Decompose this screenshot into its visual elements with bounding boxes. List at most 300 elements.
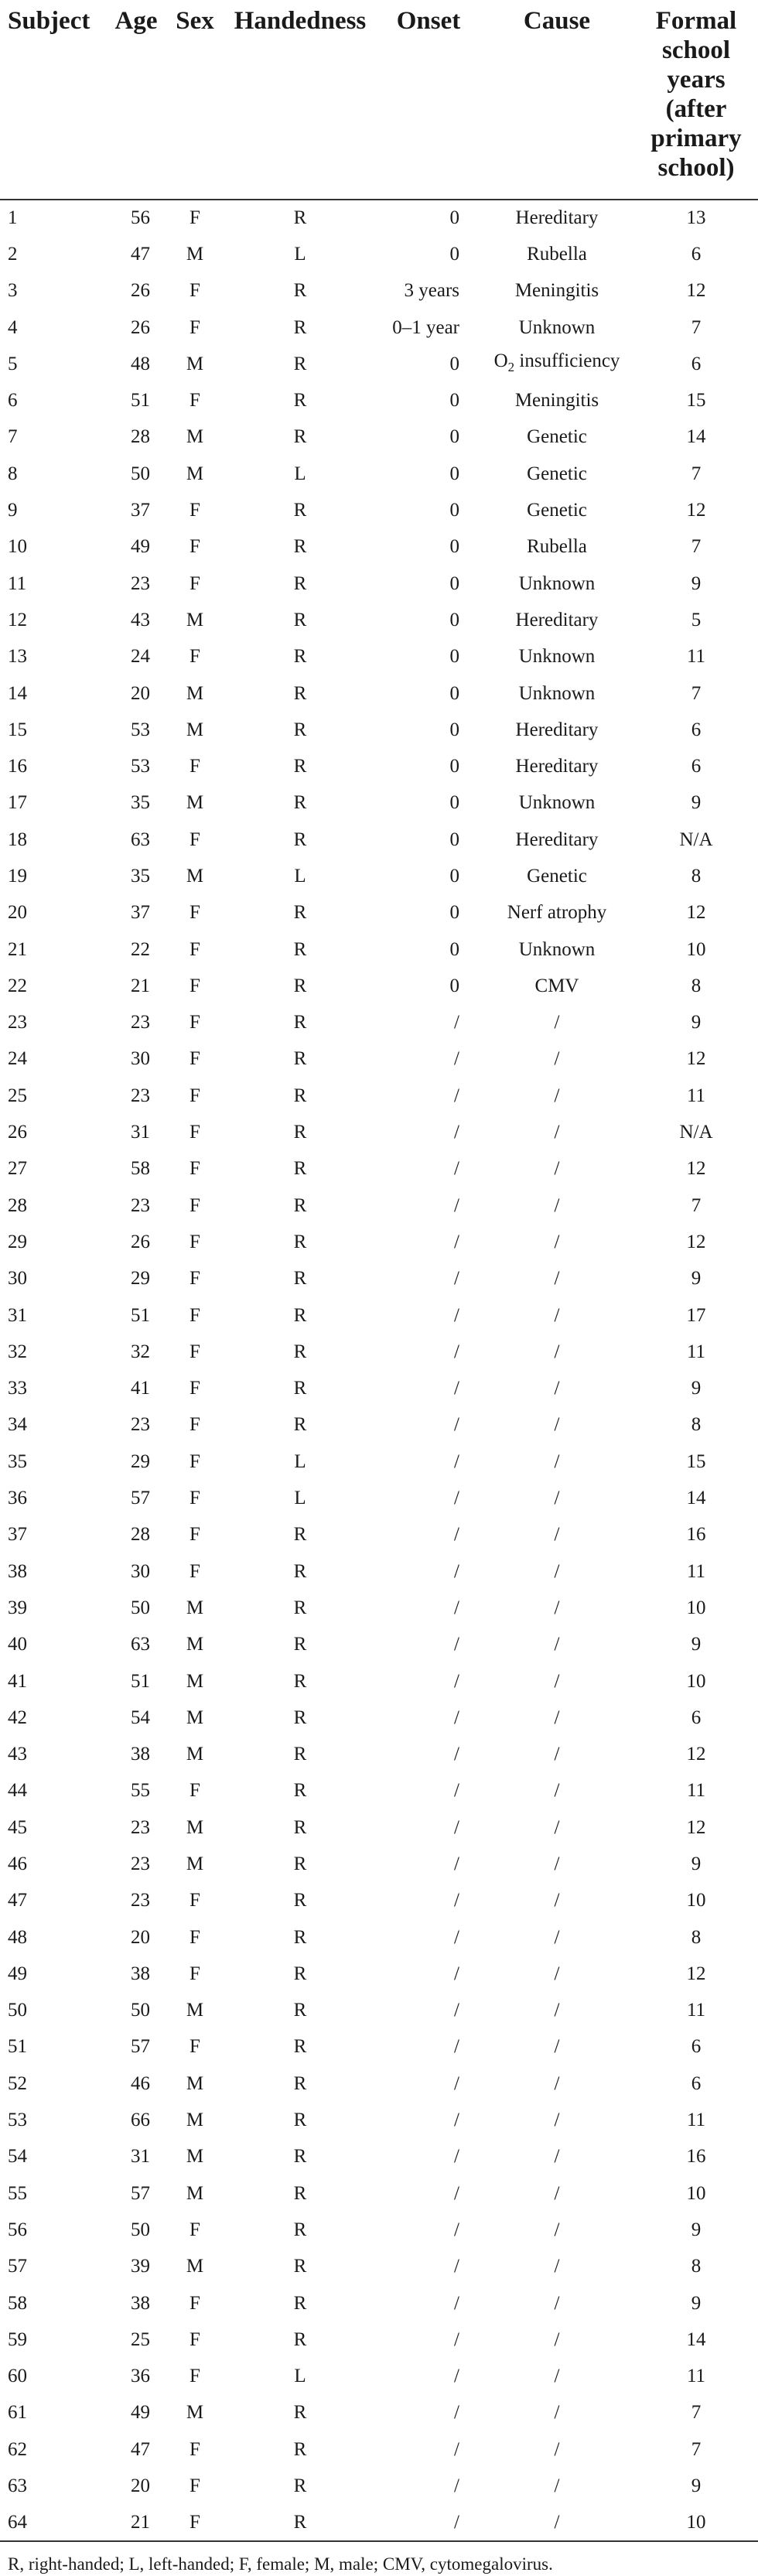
- cell-subject: 28: [8, 1194, 27, 1216]
- cell-school: 10: [634, 2505, 758, 2541]
- cell-onset: 0: [449, 243, 459, 265]
- cell-onset: /: [454, 2256, 459, 2277]
- cell-sex: F: [190, 2366, 200, 2387]
- cell-subject: 41: [8, 1670, 27, 1692]
- table-row: [0, 200, 758, 236]
- cell-school: 15: [686, 1450, 706, 1472]
- cell-age: 35: [131, 865, 150, 887]
- cell-cause: /: [554, 2146, 560, 2168]
- cell-school: 9: [691, 2475, 702, 2497]
- cell-sex: M: [186, 1634, 204, 1655]
- cell-subject: 47: [8, 1890, 27, 1912]
- cell-handedness: R: [293, 1524, 307, 1546]
- cell-cause: /: [554, 1194, 560, 1216]
- cell-onset: /: [454, 1780, 459, 1802]
- cell-cause: /: [554, 1488, 560, 1509]
- cell-cause: Unknown: [518, 316, 596, 338]
- cell-onset: /: [454, 1012, 459, 1033]
- table-footnote: R, right-handed; L, left-handed; F, female; M, male; CMV, cytomegalovirus.: [8, 2554, 553, 2574]
- cell-sex: F: [190, 2292, 200, 2314]
- cell-sex: F: [190, 756, 200, 777]
- cell-subject: 1: [8, 207, 18, 229]
- cell-age: 23: [131, 1194, 150, 1216]
- table-row: [0, 2395, 758, 2431]
- cell-cause: /: [554, 2292, 560, 2314]
- cell-handedness: R: [293, 646, 307, 668]
- cell-cause: Hereditary: [515, 756, 599, 777]
- cell-cause: /: [554, 2328, 560, 2350]
- table-row: [0, 1956, 758, 1992]
- cell-sex: F: [190, 2036, 200, 2058]
- table-row: [0, 2505, 758, 2541]
- cell-sex: F: [190, 1414, 200, 1436]
- table-row: [0, 1443, 758, 1480]
- cell-onset: 0: [449, 938, 459, 960]
- cell-age: 22: [131, 938, 150, 960]
- cell-sex: F: [190, 975, 200, 996]
- cell-subject: 57: [8, 2256, 27, 2277]
- cell-cause: /: [554, 1926, 560, 1948]
- cell-age: 23: [131, 1414, 150, 1436]
- table-body: [0, 200, 758, 2541]
- cell-subject: 43: [8, 1744, 27, 1765]
- cell-subject: 59: [8, 2328, 27, 2350]
- column-header-onset: Onset: [396, 7, 461, 35]
- table-row: [0, 2175, 758, 2212]
- cell-onset: 0–1 year: [392, 316, 459, 338]
- cell-school: 10: [686, 1890, 706, 1912]
- cell-cause: /: [554, 2219, 560, 2240]
- cell-school: 9: [691, 2219, 702, 2240]
- table-row: [0, 1700, 758, 1736]
- cell-onset: /: [454, 1341, 459, 1362]
- cell-handedness: R: [293, 682, 307, 704]
- cell-cause: /: [554, 1341, 560, 1362]
- cell-onset: /: [454, 2219, 459, 2240]
- cell-age: 23: [131, 572, 150, 594]
- cell-sex: M: [186, 426, 204, 448]
- cell-subject: 48: [8, 1926, 27, 1948]
- cell-cause: Nerf atrophy: [507, 902, 607, 924]
- cell-cause: /: [480, 2505, 634, 2541]
- cell-age: 23: [131, 1816, 150, 1838]
- cell-cause: Unknown: [518, 682, 596, 704]
- cell-school: 9: [691, 2292, 702, 2314]
- cell-cause: /: [554, 1048, 560, 1070]
- cell-sex: F: [190, 1450, 200, 1472]
- cell-school: 12: [686, 902, 706, 924]
- cell-onset: 0: [449, 682, 459, 704]
- cell-school: 8: [691, 975, 702, 996]
- cell-onset: 0: [449, 426, 459, 448]
- table-row: [0, 1736, 758, 1772]
- cell-handedness: R: [293, 1341, 307, 1362]
- cell-handedness: R: [293, 1853, 307, 1874]
- cell-sex: F: [190, 1378, 200, 1399]
- table-row: [0, 822, 758, 858]
- cell-cause: /: [554, 1597, 560, 1618]
- cell-subject: 55: [8, 2182, 27, 2204]
- cell-onset: /: [454, 1926, 459, 1948]
- table-row: [0, 1993, 758, 2029]
- cell-sex: F: [190, 1048, 200, 1070]
- cell-handedness: L: [294, 865, 306, 887]
- table-row: [0, 1553, 758, 1590]
- cell-cause: /: [554, 1890, 560, 1912]
- cell-age: 48: [131, 353, 150, 374]
- table-row: [0, 1187, 758, 1224]
- table-row: [0, 1371, 758, 1407]
- cell-cause: Hereditary: [515, 207, 599, 229]
- cell-school: 12: [686, 1048, 706, 1070]
- cell-onset: /: [454, 2182, 459, 2204]
- table-row: [0, 1663, 758, 1700]
- cell-handedness: R: [293, 1963, 307, 1984]
- table-row: [0, 1334, 758, 1370]
- table-row: [0, 602, 758, 638]
- cell-sex: M: [186, 2000, 204, 2021]
- cell-handedness: R: [293, 1597, 307, 1618]
- cell-sex: F: [190, 1780, 200, 1802]
- cell-school: 6: [691, 2036, 702, 2058]
- cell-handedness: R: [293, 1744, 307, 1765]
- cell-handedness: R: [293, 2219, 307, 2240]
- table-row: [0, 1078, 758, 1114]
- cell-handedness: R: [293, 756, 307, 777]
- cell-subject: 39: [8, 1597, 27, 1618]
- cell-sex: F: [190, 500, 200, 521]
- cell-age: 36: [131, 2366, 150, 2387]
- cell-cause: /: [554, 1853, 560, 1874]
- cell-cause: Rubella: [527, 536, 587, 558]
- cell-sex: M: [186, 1744, 204, 1765]
- table-row: [0, 1809, 758, 1846]
- cell-subject: 51: [8, 2036, 27, 2058]
- table-row: [0, 895, 758, 931]
- cell-age: 26: [131, 280, 150, 302]
- table-row: [0, 492, 758, 528]
- cell-subject: 64: [0, 2505, 105, 2541]
- cell-age: 51: [131, 390, 150, 412]
- cell-onset: 0: [449, 902, 459, 924]
- table-row: [0, 2249, 758, 2285]
- table-row: [0, 382, 758, 419]
- cell-sex: M: [186, 609, 204, 630]
- table-row: [0, 1261, 758, 1297]
- cell-sex: F: [190, 646, 200, 668]
- cell-subject: 52: [8, 2072, 27, 2094]
- cell-onset: /: [377, 2505, 480, 2541]
- cell-school: N/A: [679, 1122, 713, 1143]
- cell-cause: Genetic: [527, 500, 587, 521]
- cell-subject: 23: [8, 1012, 27, 1033]
- cell-subject: 31: [8, 1304, 27, 1326]
- cell-sex: M: [186, 865, 204, 887]
- cell-age: 38: [131, 1963, 150, 1984]
- column-header-school-years: Formal school years (after primary school): [650, 7, 742, 182]
- cell-sex: F: [167, 2505, 223, 2541]
- cell-onset: /: [454, 1158, 459, 1180]
- cell-onset: /: [454, 1890, 459, 1912]
- cell-age: 53: [131, 756, 150, 777]
- cell-onset: /: [454, 1560, 459, 1582]
- cell-onset: /: [454, 2036, 459, 2058]
- cell-onset: /: [454, 1048, 459, 1070]
- cell-onset: 0: [449, 390, 459, 412]
- cell-handedness: R: [293, 2146, 307, 2168]
- table-row: [0, 748, 758, 784]
- cell-subject: 40: [8, 1634, 27, 1655]
- cell-sex: F: [190, 1122, 200, 1143]
- cell-cause: /: [554, 2036, 560, 2058]
- table-row: [0, 2321, 758, 2358]
- cell-subject: 29: [8, 1231, 27, 1252]
- cell-age: 38: [131, 1744, 150, 1765]
- cell-handedness: R: [293, 938, 307, 960]
- cell-cause: Genetic: [527, 426, 587, 448]
- cell-subject: 19: [8, 865, 27, 887]
- cell-sex: M: [186, 1816, 204, 1838]
- cell-age: 50: [131, 1597, 150, 1618]
- cell-subject: 4: [8, 316, 18, 338]
- cell-subject: 50: [8, 2000, 27, 2021]
- cell-sex: F: [190, 2475, 200, 2497]
- cell-sex: F: [190, 2219, 200, 2240]
- cell-cause: Unknown: [518, 572, 596, 594]
- cell-cause: /: [554, 1268, 560, 1290]
- table-row: [0, 2139, 758, 2175]
- cell-cause: /: [554, 1670, 560, 1692]
- cell-cause: /: [554, 2366, 560, 2387]
- cell-cause: Genetic: [527, 865, 587, 887]
- cell-onset: /: [454, 1853, 459, 1874]
- cell-handedness: L: [294, 1488, 306, 1509]
- cell-age: 31: [131, 2146, 150, 2168]
- cell-sex: M: [186, 2256, 204, 2277]
- cell-sex: M: [186, 792, 204, 814]
- table-row: [0, 1846, 758, 1882]
- cell-handedness: R: [293, 2402, 307, 2424]
- cell-school: 17: [686, 1304, 706, 1326]
- cell-school: 7: [691, 2402, 702, 2424]
- cell-onset: /: [454, 1268, 459, 1290]
- cell-handedness: L: [294, 2366, 306, 2387]
- table-row: [0, 1480, 758, 1516]
- cell-cause: /: [554, 1158, 560, 1180]
- cell-sex: M: [186, 243, 204, 265]
- cell-onset: /: [454, 1231, 459, 1252]
- cell-cause: /: [554, 1707, 560, 1728]
- cell-onset: 0: [449, 536, 459, 558]
- cell-subject: 46: [8, 1853, 27, 1874]
- table-row: [0, 565, 758, 602]
- table-row: [0, 529, 758, 565]
- cell-sex: F: [190, 2438, 200, 2460]
- cell-onset: /: [454, 1634, 459, 1655]
- cell-onset: /: [454, 1707, 459, 1728]
- cell-age: 56: [131, 207, 150, 229]
- cell-age: 43: [131, 609, 150, 630]
- cell-handedness: R: [293, 902, 307, 924]
- cell-cause: /: [554, 2182, 560, 2204]
- cell-handedness: R: [293, 2438, 307, 2460]
- cell-age: 39: [131, 2256, 150, 2277]
- cell-handedness: R: [293, 1085, 307, 1106]
- cell-subject: 26: [8, 1122, 27, 1143]
- cell-cause: /: [554, 1744, 560, 1765]
- cell-cause: /: [554, 2475, 560, 2497]
- cell-school: 10: [686, 1597, 706, 1618]
- table-row: [0, 1114, 758, 1150]
- cell-cause: /: [554, 1085, 560, 1106]
- cell-school: 6: [691, 719, 702, 740]
- cell-sex: M: [186, 1853, 204, 1874]
- table-row: [0, 2431, 758, 2468]
- cell-school: 11: [686, 2110, 706, 2131]
- column-header-handedness: Handedness: [234, 7, 367, 35]
- cell-sex: M: [186, 1670, 204, 1692]
- cell-subject: 61: [8, 2402, 27, 2424]
- cell-onset: 0: [449, 353, 459, 374]
- cell-age: 47: [131, 243, 150, 265]
- cell-onset: 0: [449, 646, 459, 668]
- cell-school: 8: [691, 865, 702, 887]
- cell-handedness: R: [293, 353, 307, 374]
- cell-handedness: R: [293, 1560, 307, 1582]
- cell-onset: /: [454, 1085, 459, 1106]
- cell-handedness: R: [293, 1634, 307, 1655]
- cell-subject: 14: [8, 682, 27, 704]
- cell-age: 51: [131, 1670, 150, 1692]
- cell-sex: F: [190, 316, 200, 338]
- cell-age: 26: [131, 316, 150, 338]
- cell-sex: F: [190, 1341, 200, 1362]
- cell-cause: /: [554, 1122, 560, 1143]
- cell-subject: 27: [8, 1158, 27, 1180]
- cell-age: 49: [131, 536, 150, 558]
- cell-cause: /: [554, 1634, 560, 1655]
- cell-subject: 63: [8, 2475, 27, 2497]
- cell-sex: M: [186, 1707, 204, 1728]
- cell-subject: 3: [8, 280, 18, 302]
- cell-subject: 54: [8, 2146, 27, 2168]
- table-row: [0, 273, 758, 309]
- cell-onset: /: [454, 1963, 459, 1984]
- cell-school: 12: [686, 500, 706, 521]
- cell-handedness: R: [293, 316, 307, 338]
- cell-school: 11: [686, 1341, 706, 1362]
- cell-subject: 62: [8, 2438, 27, 2460]
- table-row: [0, 785, 758, 822]
- cell-subject: 7: [8, 426, 18, 448]
- table-row: [0, 931, 758, 968]
- cell-handedness: R: [293, 1890, 307, 1912]
- cell-sex: F: [190, 938, 200, 960]
- cell-age: 20: [131, 1926, 150, 1948]
- cell-onset: /: [454, 1450, 459, 1472]
- cell-cause: CMV: [534, 975, 579, 996]
- cell-subject: 38: [8, 1560, 27, 1582]
- cell-age: 28: [131, 1524, 150, 1546]
- cell-onset: /: [454, 2146, 459, 2168]
- cell-sex: F: [190, 207, 200, 229]
- cell-school: 10: [686, 938, 706, 960]
- table-row: [0, 1627, 758, 1663]
- table-row: [0, 2212, 758, 2248]
- cell-school: 6: [691, 2072, 702, 2094]
- cell-school: 11: [686, 2000, 706, 2021]
- cell-school: 14: [686, 426, 706, 448]
- cell-onset: /: [454, 1670, 459, 1692]
- cell-onset: 0: [449, 719, 459, 740]
- header-row: [0, 0, 758, 200]
- cell-onset: /: [454, 2475, 459, 2497]
- cell-handedness: R: [293, 2036, 307, 2058]
- cell-subject: 45: [8, 1816, 27, 1838]
- cell-sex: M: [186, 719, 204, 740]
- cell-school: 11: [686, 1780, 706, 1802]
- cell-handedness: R: [293, 975, 307, 996]
- cell-onset: 0: [449, 572, 459, 594]
- cell-school: 11: [686, 1085, 706, 1106]
- cell-handedness: R: [293, 828, 307, 850]
- table-row: [0, 1407, 758, 1443]
- cell-handedness: R: [293, 2182, 307, 2204]
- cell-handedness: R: [293, 426, 307, 448]
- cell-handedness: R: [293, 1122, 307, 1143]
- cell-onset: /: [454, 1378, 459, 1399]
- cell-age: 23: [131, 1853, 150, 1874]
- table-row: [0, 1297, 758, 1334]
- table-row: [0, 712, 758, 748]
- table-row: [0, 346, 758, 382]
- cell-age: 50: [131, 2000, 150, 2021]
- cell-school: 16: [686, 1524, 706, 1546]
- cell-school: 16: [686, 2146, 706, 2168]
- cell-subject: 8: [8, 463, 18, 484]
- cell-school: N/A: [679, 828, 713, 850]
- cell-onset: /: [454, 2366, 459, 2387]
- cell-age: 31: [131, 1122, 150, 1143]
- cell-cause: /: [554, 1560, 560, 1582]
- cell-subject: 30: [8, 1268, 27, 1290]
- cell-sex: F: [190, 1085, 200, 1106]
- cell-handedness: R: [293, 280, 307, 302]
- cell-school: 13: [686, 207, 706, 229]
- cell-subject: 53: [8, 2110, 27, 2131]
- cell-subject: 33: [8, 1378, 27, 1399]
- cell-age: 50: [131, 463, 150, 484]
- cell-onset: /: [454, 2292, 459, 2314]
- cell-subject: 2: [8, 243, 18, 265]
- cell-cause: Unknown: [518, 792, 596, 814]
- cell-cause: /: [554, 1816, 560, 1838]
- table-row: [0, 236, 758, 272]
- cell-sex: M: [186, 353, 204, 374]
- column-header-sex: Sex: [176, 7, 214, 35]
- cell-age: 20: [131, 682, 150, 704]
- table-row: [0, 2102, 758, 2138]
- cell-handedness: R: [293, 1048, 307, 1070]
- cell-onset: 0: [449, 865, 459, 887]
- cell-school: 12: [686, 1744, 706, 1765]
- cell-age: 30: [131, 1048, 150, 1070]
- cell-school: 15: [686, 390, 706, 412]
- cell-cause: /: [554, 1304, 560, 1326]
- cell-school: 9: [691, 1853, 702, 1874]
- cell-school: 11: [686, 646, 706, 668]
- cell-subject: 25: [8, 1085, 27, 1106]
